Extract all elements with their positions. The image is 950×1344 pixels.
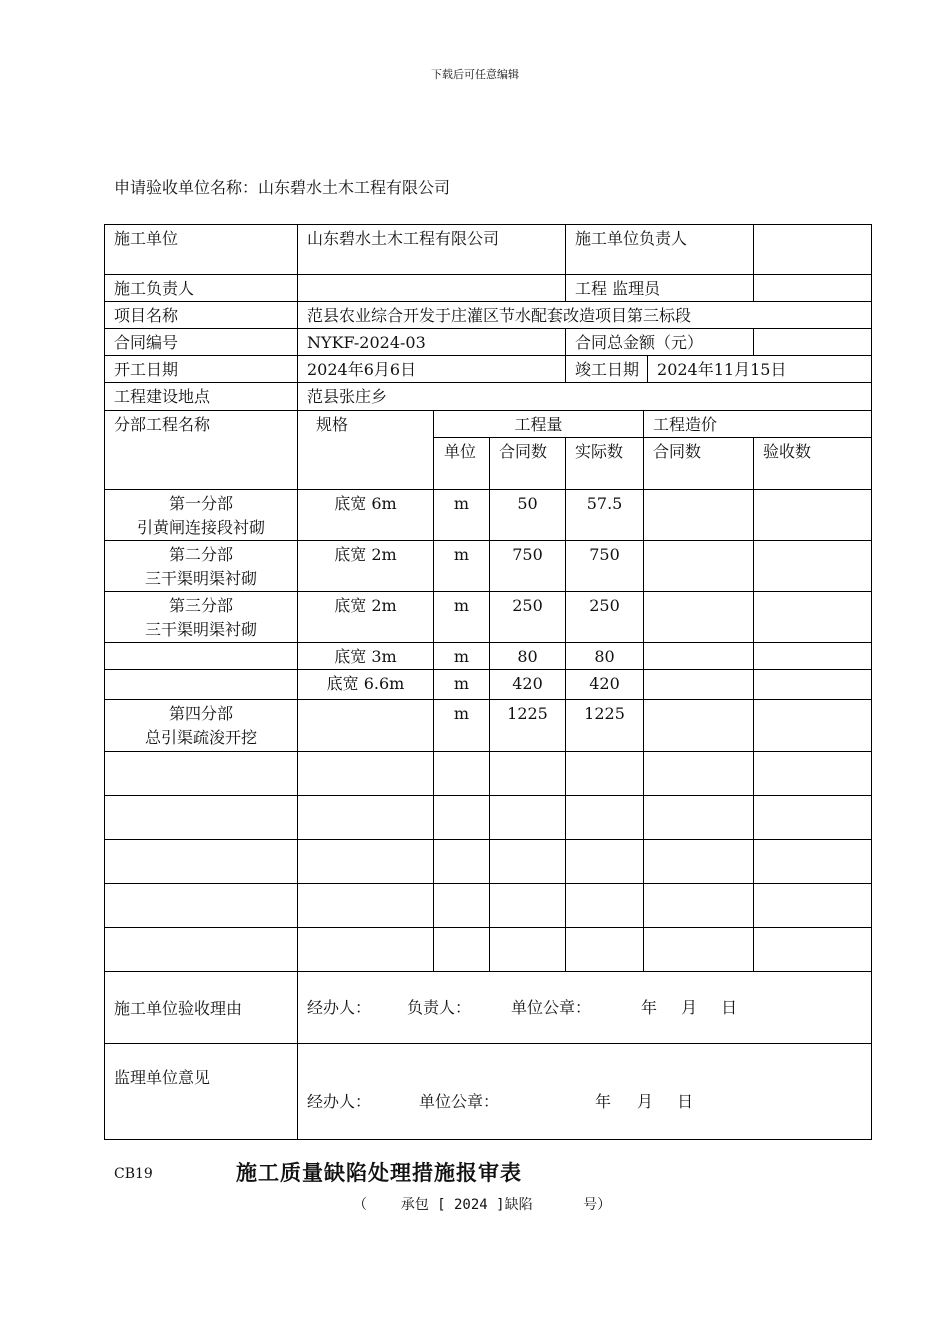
quantity-header: 工程量	[434, 411, 644, 438]
start-date-label: 开工日期	[105, 356, 298, 383]
start-date-value: 2024年6月6日	[298, 356, 566, 383]
actual-qty-cell: 80	[566, 643, 644, 670]
contract-qty-header: 合同数	[490, 438, 566, 490]
contract-qty-cell: 420	[490, 670, 566, 700]
actual-qty-cell: 420	[566, 670, 644, 700]
unit-cell: m	[434, 592, 490, 643]
contractor-head-label: 施工单位负责人	[566, 225, 754, 275]
acceptance-seal: 单位公章：	[511, 997, 592, 1017]
location-label: 工程建设地点	[105, 383, 298, 411]
applicant-name: 申请验收单位名称：山东碧水土木工程有限公司	[114, 178, 451, 197]
empty-row	[105, 796, 872, 840]
contractor-row	[105, 225, 872, 275]
next-form-title: 施工质量缺陷处理措施报审表	[236, 1161, 522, 1185]
contract-cost-cell	[644, 592, 754, 643]
form-code: CB19	[114, 1166, 153, 1182]
unit-header: 单位	[434, 438, 490, 490]
empty-row	[105, 928, 872, 972]
contractor-value: 山东碧水土木工程有限公司	[298, 225, 566, 275]
table-row	[105, 670, 872, 700]
supervisor-value	[754, 275, 872, 302]
accepted-cost-cell	[754, 490, 872, 541]
actual-qty-cell: 57.5	[566, 490, 644, 541]
spec-cell	[298, 700, 434, 752]
accepted-cost-header: 验收数	[754, 438, 872, 490]
project-name-value: 范县农业综合开发于庄灌区节水配套改造项目第三标段	[298, 302, 872, 329]
part-name-cell: 第一分部 引黄闸连接段衬砌	[105, 490, 298, 541]
actual-qty-cell: 750	[566, 541, 644, 592]
empty-row	[105, 884, 872, 928]
contract-qty-cell: 80	[490, 643, 566, 670]
table-row	[105, 700, 872, 752]
header-row-1	[105, 411, 872, 438]
contract-qty-cell: 250	[490, 592, 566, 643]
contract-row	[105, 329, 872, 356]
contract-cost-cell	[644, 490, 754, 541]
table-row	[105, 541, 872, 592]
cost-header: 工程造价	[644, 411, 872, 438]
dates-row	[105, 356, 872, 383]
header-note: 下载后可任意编辑	[431, 68, 519, 81]
unit-cell: m	[434, 490, 490, 541]
part-name-header: 分部工程名称	[105, 411, 298, 490]
supervision-seal: 单位公章：	[419, 1092, 500, 1111]
unit-cell: m	[434, 643, 490, 670]
contract-qty-cell: 50	[490, 490, 566, 541]
supervision-day: 日	[677, 1092, 694, 1111]
supervision-signature	[298, 1044, 872, 1140]
acceptance-label: 施工单位验收理由	[105, 972, 298, 1044]
contract-amount-label: 合同总金额（元）	[566, 329, 754, 356]
next-form-subtitle: （ 承包 [ 2024 ]缺陷 号）	[353, 1197, 612, 1213]
actual-qty-header: 实际数	[566, 438, 644, 490]
empty-row	[105, 752, 872, 796]
contractor-label: 施工单位	[105, 225, 298, 275]
accepted-cost-cell	[754, 670, 872, 700]
acceptance-day: 日	[721, 997, 738, 1017]
location-row	[105, 383, 872, 411]
contract-amount-value	[754, 329, 872, 356]
spec-cell: 底宽 3m	[298, 643, 434, 670]
contract-cost-header: 合同数	[644, 438, 754, 490]
contract-cost-cell	[644, 541, 754, 592]
spec-cell: 底宽 6.6m	[298, 670, 434, 700]
acceptance-month: 月	[681, 997, 698, 1017]
contract-no-value: NYKF-2024-03	[298, 329, 566, 356]
part-name-cell: 第二分部 三干渠明渠衬砌	[105, 541, 298, 592]
unit-cell: m	[434, 670, 490, 700]
contract-qty-cell: 1225	[490, 700, 566, 752]
acceptance-handler: 经办人：	[307, 997, 372, 1017]
supervision-year: 年	[595, 1092, 612, 1111]
acceptance-signature	[298, 972, 872, 1044]
contractor-head-value	[754, 225, 872, 275]
part-name-cell	[105, 643, 298, 670]
project-name-row	[105, 302, 872, 329]
acceptance-responsible: 负责人：	[407, 997, 472, 1017]
supervision-label: 监理单位意见	[105, 1044, 298, 1140]
contract-cost-cell	[644, 643, 754, 670]
table-row	[105, 592, 872, 643]
unit-cell: m	[434, 541, 490, 592]
empty-row	[105, 840, 872, 884]
actual-qty-cell: 250	[566, 592, 644, 643]
supervision-opinion-row	[105, 1044, 872, 1140]
spec-cell: 底宽 2m	[298, 541, 434, 592]
part-name-cell	[105, 670, 298, 700]
end-date-label: 竣工日期	[566, 356, 648, 383]
contract-cost-cell	[644, 670, 754, 700]
site-manager-value	[298, 275, 566, 302]
part-name-cell: 第四分部 总引渠疏浚开挖	[105, 700, 298, 752]
supervision-month: 月	[637, 1092, 654, 1111]
part-name-cell: 第三分部 三干渠明渠衬砌	[105, 592, 298, 643]
spec-cell: 底宽 2m	[298, 592, 434, 643]
contract-qty-cell: 750	[490, 541, 566, 592]
acceptance-year: 年	[641, 997, 658, 1017]
accepted-cost-cell	[754, 700, 872, 752]
site-manager-label: 施工负责人	[105, 275, 298, 302]
table-row	[105, 643, 872, 670]
table-row	[105, 490, 872, 541]
accepted-cost-cell	[754, 541, 872, 592]
actual-qty-cell: 1225	[566, 700, 644, 752]
supervisor-label: 工程 监理员	[566, 275, 754, 302]
spec-cell: 底宽 6m	[298, 490, 434, 541]
spec-header: 规格	[298, 411, 434, 490]
end-date-value: 2024年11月15日	[648, 356, 872, 383]
project-name-label: 项目名称	[105, 302, 298, 329]
acceptance-form-table	[104, 224, 872, 1140]
location-value: 范县张庄乡	[298, 383, 872, 411]
acceptance-reason-row	[105, 972, 872, 1044]
site-manager-row	[105, 275, 872, 302]
supervision-handler: 经办人：	[307, 1092, 372, 1111]
contract-cost-cell	[644, 700, 754, 752]
accepted-cost-cell	[754, 643, 872, 670]
contract-no-label: 合同编号	[105, 329, 298, 356]
unit-cell: m	[434, 700, 490, 752]
accepted-cost-cell	[754, 592, 872, 643]
